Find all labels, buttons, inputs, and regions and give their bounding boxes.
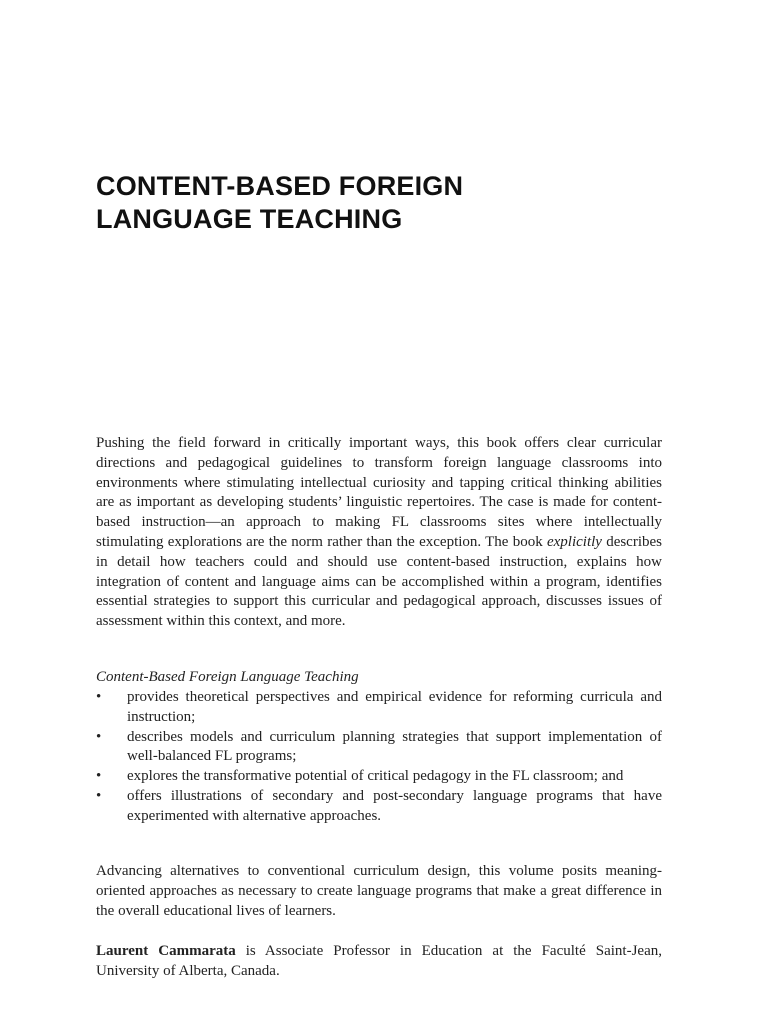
description-text-part-2: describes in detail how teachers could and should use content-based instruction, explains how integration of content and language aims can be accomplished within a program, identifies essential strategies to support this curricular and pedagogical approach, discusses issues of assessment within this context, and more. (96, 533, 663, 630)
list-item (96, 728, 662, 768)
description-paragraph (96, 434, 662, 632)
list-item (96, 688, 662, 728)
list-item-text: provides theoretical perspectives and empirical evidence for reforming curricula and instruction; (127, 689, 662, 725)
list-item-text: offers illustrations of secondary and post-secondary language programs that have experimented with alternative approaches. (127, 787, 662, 824)
description-text-part-1: Pushing the field forward in critically important ways, this book offers clear curricular directions and pedagogical guidelines to transform foreign language classrooms into environments where stimulating intellectual curiosity and tapping critical thinking abilities are as important as developing students’ linguistic repertoires. The case is made for content-based instruction—an approach to making FL classrooms sites where intellectually stimulating explorations are the norm rather than the exception. The book (96, 435, 662, 550)
bullet-icon: • (96, 787, 102, 804)
author-bio-text: is Associate Professor in Education at the Faculté Saint-Jean, University of Alberta, Canada. (96, 943, 662, 979)
book-title-line-1: CONTENT-BASED FOREIGN (96, 171, 464, 201)
author-name: Laurent Cammarata (96, 943, 236, 959)
book-title (96, 170, 676, 236)
closing-paragraph: Advancing alternatives to conventional curriculum design, this volume posits meaning-oriented approaches as necessary to create language programs that make a great difference in the overall educational lives of learners. (96, 863, 662, 919)
list-item-text: describes models and curriculum planning strategies that support implementation of well-balanced FL programs; (127, 728, 662, 765)
book-title-italic: Content-Based Foreign Language Teaching (96, 669, 359, 685)
bullet-icon: • (96, 689, 102, 705)
list-item (96, 767, 662, 787)
description-emphasis: explicitly (546, 533, 602, 550)
bullet-icon: • (96, 728, 102, 745)
feature-list (96, 688, 662, 827)
bullet-icon: • (96, 768, 102, 785)
author-bio (96, 942, 662, 982)
list-item-text: explores the transformative potential of critical pedagogy in the FL classroom; and (127, 768, 624, 785)
list-item (96, 787, 662, 827)
book-title-line-2: LANGUAGE TEACHING (96, 204, 403, 234)
